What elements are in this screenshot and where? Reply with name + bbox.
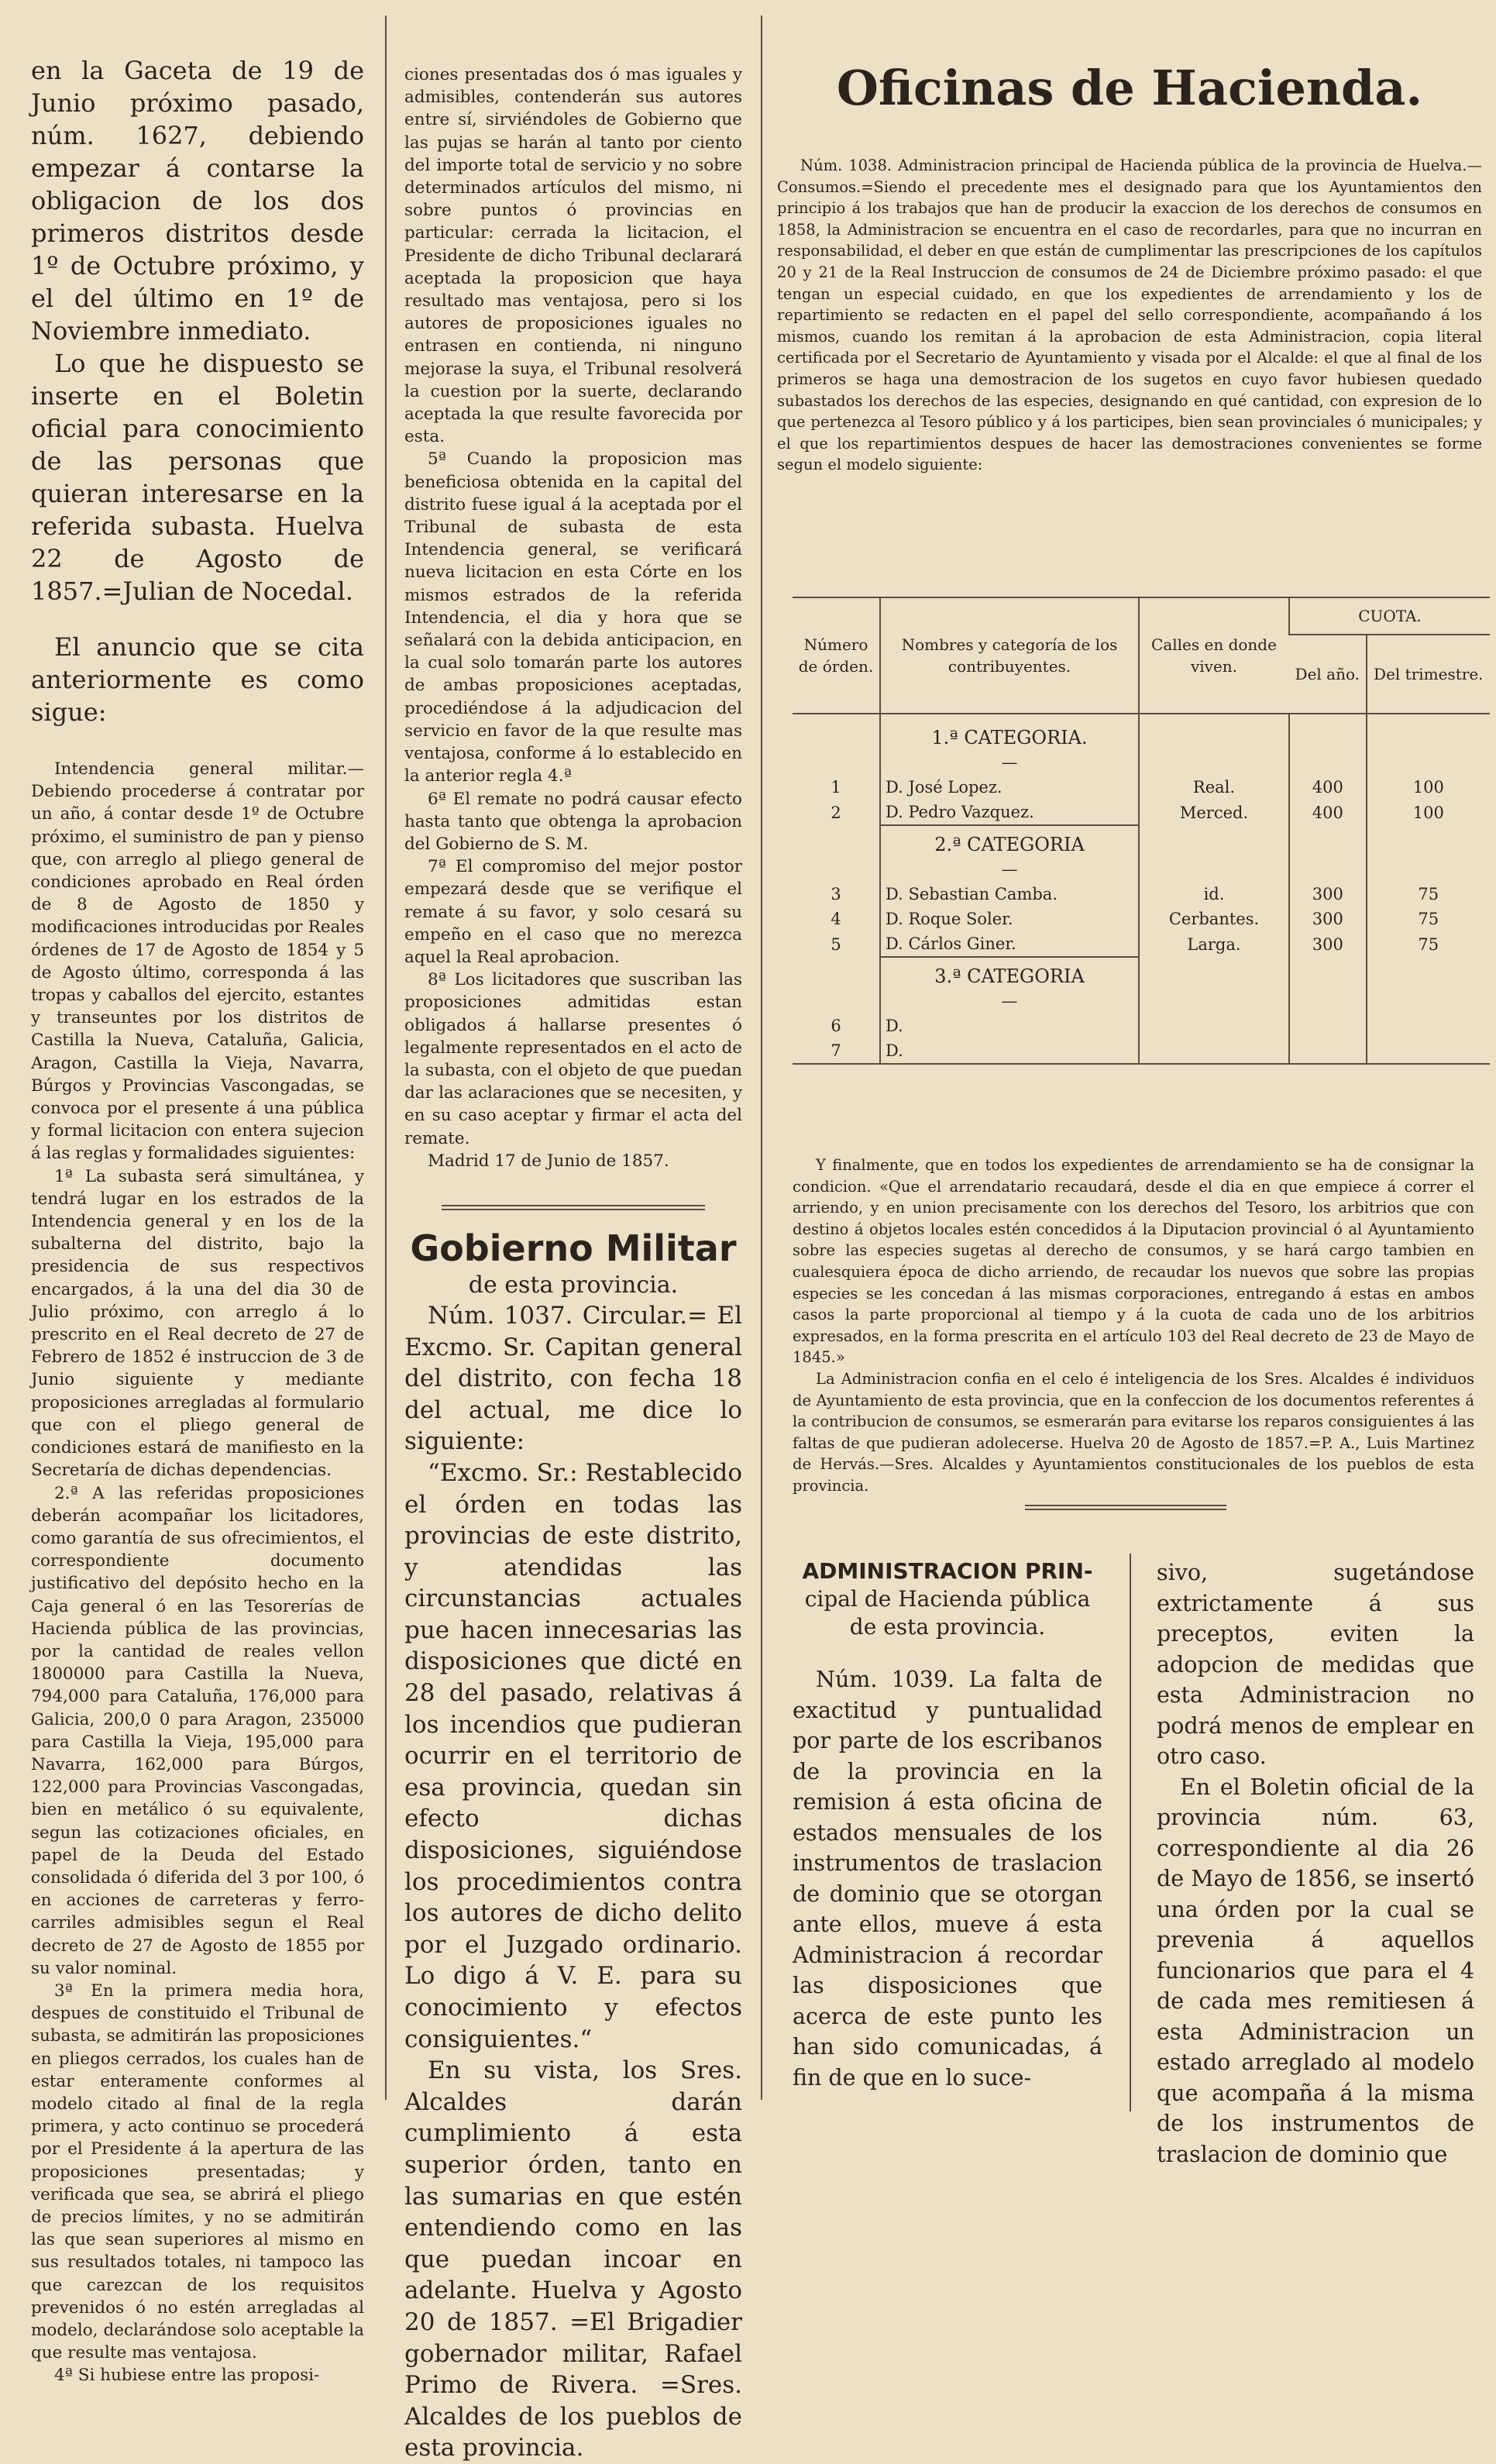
admin-paragraph: sivo, sugetándose extrictamente á sus preceptos, eviten la adopcion de medidas que esta Administracion no podrá menos de emplear en otro caso.	[1157, 1560, 1474, 1769]
table-header: Del trimestre.	[1367, 635, 1490, 714]
table-cell	[1289, 1013, 1367, 1038]
admin-paragraph: Núm. 1039. La falta de exactitud y puntualidad por parte de los escribanos de la provincia en la remision á esta oficina de estados mensuales de los instrumentos de traslacion de dominio que se otorgan ante ellos, mueve á esta Administracion á recordar las disposiciones que acerca de este punto les han sido comunicadas, á fin de que en lo suce-	[793, 1667, 1102, 2091]
table-cell: D. Cárlos Giner.	[880, 931, 1139, 957]
table-row	[793, 882, 1490, 907]
table-cell	[1139, 1038, 1289, 1064]
table-category: 1.ª CATEGORIA.	[880, 714, 1139, 750]
intro-paragraph-2: Lo que he dispuesto se inserte en el Boletin oficial para conocimiento de las personas que quieran interesarse en la referida subasta. Huelva 22 de Agosto de 1857.=Julian de Nocedal.	[31, 349, 364, 606]
left-column	[31, 54, 364, 2386]
circular-paragraph: En su vista, los Sres. Alcaldes darán cumplimiento á esta superior órden, tanto en las sumarias en que estén entendiendo como en las que puedan incoar en adelante. Huelva y Agosto 20 de 1857. =El Brigadier gobernador militar, Rafael Primo de Rivera. =Sres. Alcaldes de los pueblos de esta provincia.	[404, 2056, 742, 2462]
consumos-paragraph: La Administracion confia en el celo é inteligencia de los Sres. Alcaldes é individuos de Ayuntamiento de esta provincia, que en la confeccion de los documentos referentes á la contribucion de consumos, se esmerarán para evitarse los reparos consiguientes á las faltas de que pudieran adolecerse. Huelva 20 de Agosto de 1857.=P. A., Luis Martinez de Hervás.—Sres. Alcaldes y Ayuntamientos constitucionales de los pueblos de esta provincia.	[793, 1369, 1474, 1495]
admin-title: ADMINISTRACION PRIN-	[802, 1558, 1093, 1584]
table-cell	[1367, 1013, 1490, 1038]
table-cell: 300	[1289, 907, 1367, 931]
table-row	[793, 1013, 1490, 1038]
column-rule	[761, 15, 762, 2100]
table-header: Calles en donde viven.	[1139, 597, 1289, 714]
rule-paragraph: 7ª El compromiso del mejor postor empezará desde que se verifique el remate á su favor, y solo cesará su empeño en el caso que no merezca aquel la Real aprobacion.	[404, 857, 742, 967]
table-cell: 100	[1367, 775, 1490, 800]
admin-subcolumn-right	[1157, 1557, 1474, 2167]
section-title: Gobierno Militar	[410, 1227, 737, 1269]
table-dash: —	[880, 750, 1139, 775]
table-cell	[1289, 1038, 1367, 1064]
table-header: Número de órden.	[793, 597, 880, 714]
table-cell: D. Pedro Vazquez.	[880, 800, 1139, 825]
table-cell: D. Roque Soler.	[880, 907, 1139, 931]
rule-paragraph: ciones presentadas dos ó mas iguales y admisibles, contenderán sus autores entre sí, sirviéndoles de Gobierno que las pujas se harán al tanto por ciento del importe total de servicio y no sobre determinados artículos del mismo, ni sobre puntos ó provincias en particular: cerrada la licitacion, el Presidente de dicho Tribunal declarará aceptada la proposicion que haya resultado mas ventajosa, pero si los autores de proposiciones iguales no entrasen en contienda, ni ninguno mejorase la suya, el Tribunal resolverá la cuestion por la suerte, declarando aceptada la que resulte favorecida por esta.	[404, 65, 742, 447]
table-cell: 75	[1367, 931, 1490, 957]
table-cell	[1367, 1038, 1490, 1064]
rule-paragraph: 5ª Cuando la proposicion mas beneficiosa obtenida en la capital del distrito fuese igual á la aceptada por el Tribunal de subasta de esta Intendencia general, se verificará nueva licitacion en esta Córte en los mismos estrados de la referida Intendencia, el dia y hora que se señalará con la debida anticipacion, en la cual solo tomarán parte los autores de ambas proposiciones aceptadas, procediéndose á la adjudicacion del servicio en favor de la que resulte mas ventajosa, conforme á lo establecido en la anterior regla 4.ª	[404, 449, 742, 786]
table-row	[793, 907, 1490, 931]
table-row	[793, 1038, 1490, 1064]
table-row	[793, 800, 1490, 825]
table-cell: D.	[880, 1013, 1139, 1038]
quote-paragraph: “Excmo. Sr.: Restablecido el órden en todas las provincias de este distrito, y atendidas las circunstancias actuales pue hacen innecesarias las disposiciones que dicté en 28 del pasado, relativas á los incendios que pudieran ocurrir en el territorio de esa provincia, quedan sin efecto dichas disposiciones, siguiéndose los procedimientos contra los autores de dicho delito por el Juzgado ordinario. Lo digo á V. E. para su conocimiento y efectos consiguientes.“	[404, 1458, 742, 2053]
consumos-paragraph: Y finalmente, que en todos los expedientes de arrendamiento se ha de consignar la condicion. «Que el arrendatario recaudará, desde el dia en que empiece á correr el arriendo, y en union precisamente con los derechos del Tesoro, los arbitrios que con destino á objetos locales estén concedidos á la Diputacion provincial ó al Ayuntamiento sobre las especies sugetas al derecho de consumos, y se hará cargo tambien en cualesquiera época de dicho arriendo, de recaudar los nuevos que sobre las propias especies se les concedan á las mismas corporaciones, entregando á estas en ambos casos la parte proporcional al tiempo y á la cuota de cada uno de los arbitrios expresados, en la forma prescrita en el artículo 103 del Real decreto de 23 de Mayo de 1845.»	[793, 1156, 1474, 1367]
table-cell: Cerbantes.	[1139, 907, 1289, 931]
table-dash: —	[880, 857, 1139, 882]
table-cell: D.	[880, 1038, 1139, 1064]
table-dash: —	[880, 989, 1139, 1013]
table-row	[793, 775, 1490, 800]
section-title: Oficinas de Hacienda.	[836, 60, 1423, 116]
table-cell	[1139, 1013, 1289, 1038]
table-cell: 7	[793, 1038, 880, 1064]
table-cell: Real.	[1139, 775, 1289, 800]
rule-paragraph: 2.ª A las referidas proposiciones deberán acompañar los licitadores, como garantía de sus ofrecimientos, el correspondiente documento justificativo del depósito hecho en la Caja general ó en las Tesorerías de Hacienda pública de las provincias, por la cantidad de reales vellon 1800000 para Castilla la Nueva, 794,000 para Cataluña, 176,000 para Galicia, 200,0 0 para Aragon, 235000 para Castilla la Vieja, 195,000 para Navarra, 162,000 para Búrgos, 122,000 para Provincias Vascongadas, bien en metálico ó su equivalente, segun las cotizaciones oficiales, en papel de la Deuda del Estado consolidada ó diferida del 3 por 100, ó en acciones de carreteras y ferro-carriles admisibles segun el Real decreto de 27 de Agosto de 1855 por su valor nominal.	[31, 1483, 364, 1978]
table-cell: 5	[831, 934, 841, 954]
column-rule	[385, 15, 387, 2100]
column-rule	[1130, 1554, 1131, 2111]
table-cell: 1	[831, 778, 841, 797]
consumos-paragraph: Núm. 1038. Administracion principal de Hacienda pública de la provincia de Huelva.—Consumos.=Siendo el precedente mes el designado para que los Ayuntamientos den principio á los trabajos que han de producir la exaccion de los derechos de consumos en 1858, la Administracion se encuentra en el caso de recordarles, para que no incurran en responsabilidad, el deber en que están de cumplimentar las prescripciones de los capítulos 20 y 21 de la Real Instruccion de consumos de 24 de Diciembre próximo pasado: el que tengan un especial cuidado, en que los expedientes de arrendamiento y los de repartimiento se redacten en el papel del sello correspondiente, acompañando á los mismos, cuando los remitan á la aprobacion de esta Administracion, copia literal certificada por el Secretario de Ayuntamiento y visada por el Alcalde: el que al final de los primeros se haga una demostracion de los sugetos en cuyo favor hubiesen quedado subastados los derechos de las especies, designando en qué cantidad, con expresion de lo que pertenezca al Tesoro público y á los participes, bien sean provinciales ó municipales; y el que los repartimientos despues de hacer las demostraciones convenientes se forme segun el modelo siguiente:	[777, 157, 1482, 474]
table-header: Nombres y categoría de los contribuyentes.	[880, 597, 1139, 714]
date-line: Madrid 17 de Junio de 1857.	[428, 1151, 669, 1171]
table-cell: 3	[831, 885, 841, 903]
table-category: 2.ª CATEGORIA	[880, 825, 1139, 857]
table-cell: 400	[1289, 775, 1367, 800]
right-section	[777, 0, 1484, 2167]
rule-paragraph: 3ª En la primera media hora, despues de constituido el Tribunal de subasta, se admitirán las proposiciones en pliegos cerrados, los cuales han de estar enteramente conformes al modelo citado al final de la regla primera, y acto continuo se procederá por el Presidente á la apertura de las proposiciones presentadas; y verificada que sea, se abrirá el pliego de precios límites, y no se admitirán las que sean superiores al mismo en sus resultados totales, ni tampoco las que carezcan de los requisitos prevenidos ó no estén arregladas al modelo, declarándose solo aceptable la que resulte mas ventajosa.	[31, 1980, 364, 2363]
table-cell: 75	[1367, 907, 1490, 931]
rule-paragraph: 1ª La subasta será simultánea, y tendrá lugar en los estrados de la Intendencia general y en los de la subalterna del distrito, bajo la presidencia de sus respectivos encargados, á la una del dia 30 de Julio próximo, con arreglo á lo prescrito en el Real decreto de 27 de Febrero de 1852 é instruccion de 3 de Junio siguiente y mediante proposiciones arregladas al formulario que con el pliego general de condiciones estará de manifiesto en la Secretaría de dichas dependencias.	[31, 1166, 364, 1481]
section-divider	[442, 1205, 705, 1210]
admin-subcolumn-left	[793, 1557, 1102, 2115]
table-row	[793, 931, 1490, 957]
admin-paragraph: En el Boletin oficial de la provincia núm. 63, correspondiente al dia 26 de Mayo de 1856, se insertó una órden por la cual se prevenia á aquellos funcionarios que para el 4 de cada mes remitiesen á esta Administracion un estado arreglado al modelo que acompaña á la misma de los instrumentos de traslacion de dominio que	[1157, 1774, 1474, 2167]
intro-paragraph-1: en la Gaceta de 19 de Junio próximo pasado, núm. 1627, debiendo empezar á contarse la obligacion de los dos primeros distritos desde 1º de Octubre próximo, y el del último en 1º de Noviembre inmediato.	[31, 56, 364, 346]
circular-paragraph: Núm. 1037. Circular.= El Excmo. Sr. Capitan general del distrito, con fecha 18 del actual, me dice lo siguiente:	[404, 1301, 742, 1456]
table-cell: Merced.	[1139, 800, 1289, 825]
table-cell: id.	[1139, 882, 1289, 907]
table-cell: 300	[1289, 882, 1367, 907]
rule-paragraph: 8ª Los licitadores que suscriban las proposiciones admitidas estan obligados á hallarse presentes ó legalmente representados en el acto de la subasta, con el objeto de que puedan dar las aclaraciones que se necesiten, y en su caso aceptar y firmar el acta del remate.	[404, 970, 742, 1148]
table-cell: 300	[1289, 931, 1367, 957]
rule-paragraph: 4ª Si hubiese entre las proposi-	[54, 2366, 320, 2386]
table-header: Del año.	[1289, 635, 1367, 714]
table-cell: Larga.	[1139, 931, 1289, 957]
table-cell: 400	[1289, 800, 1367, 825]
table-cell: 6	[831, 1017, 841, 1035]
section-divider	[1025, 1505, 1226, 1510]
table-cell: 100	[1367, 800, 1490, 825]
intro-paragraph-3: El anuncio que se cita anteriormente es como sigue:	[31, 632, 364, 727]
table-cell: 2	[831, 803, 841, 822]
admin-subtitle: cipal de Hacienda pública de esta provincia.	[804, 1586, 1091, 1640]
notice-paragraph: Intendencia general militar.—Debiendo procederse á contratar por un año, á contar desde 1º de Octubre próximo, el suministro de pan y pienso que, con arreglo al pliego general de condiciones aprobado en Real órden de 8 de Agosto de 1850 y modificaciones introducidas por Reales órdenes de 17 de Agosto de 1854 y 5 de Agosto último, corresponda á las tropas y caballos del ejercito, estantes y transeuntes por los distritos de Castilla la Nueva, Cataluña, Galicia, Aragon, Castilla la Vieja, Navarra, Búrgos y Provincias Vascongadas, se convoca por el presente á una pública y formal licitacion con entera sujecion á las reglas y formalidades siguientes:	[31, 759, 364, 1164]
middle-column	[404, 64, 742, 2462]
table-cell: D. José Lopez.	[880, 775, 1139, 800]
rule-paragraph: 6ª El remate no podrá causar efecto hasta tanto que obtenga la aprobacion del Gobierno de S. M.	[404, 789, 742, 854]
table-cell: D. Sebastian Camba.	[880, 882, 1139, 907]
section-subtitle: de esta provincia.	[468, 1271, 679, 1299]
table-cell: 4	[831, 910, 841, 928]
table-cell: 75	[1367, 882, 1490, 907]
table-header: CUOTA.	[1289, 597, 1490, 635]
table-category: 3.ª CATEGORIA	[880, 957, 1139, 989]
model-table	[793, 597, 1490, 1065]
